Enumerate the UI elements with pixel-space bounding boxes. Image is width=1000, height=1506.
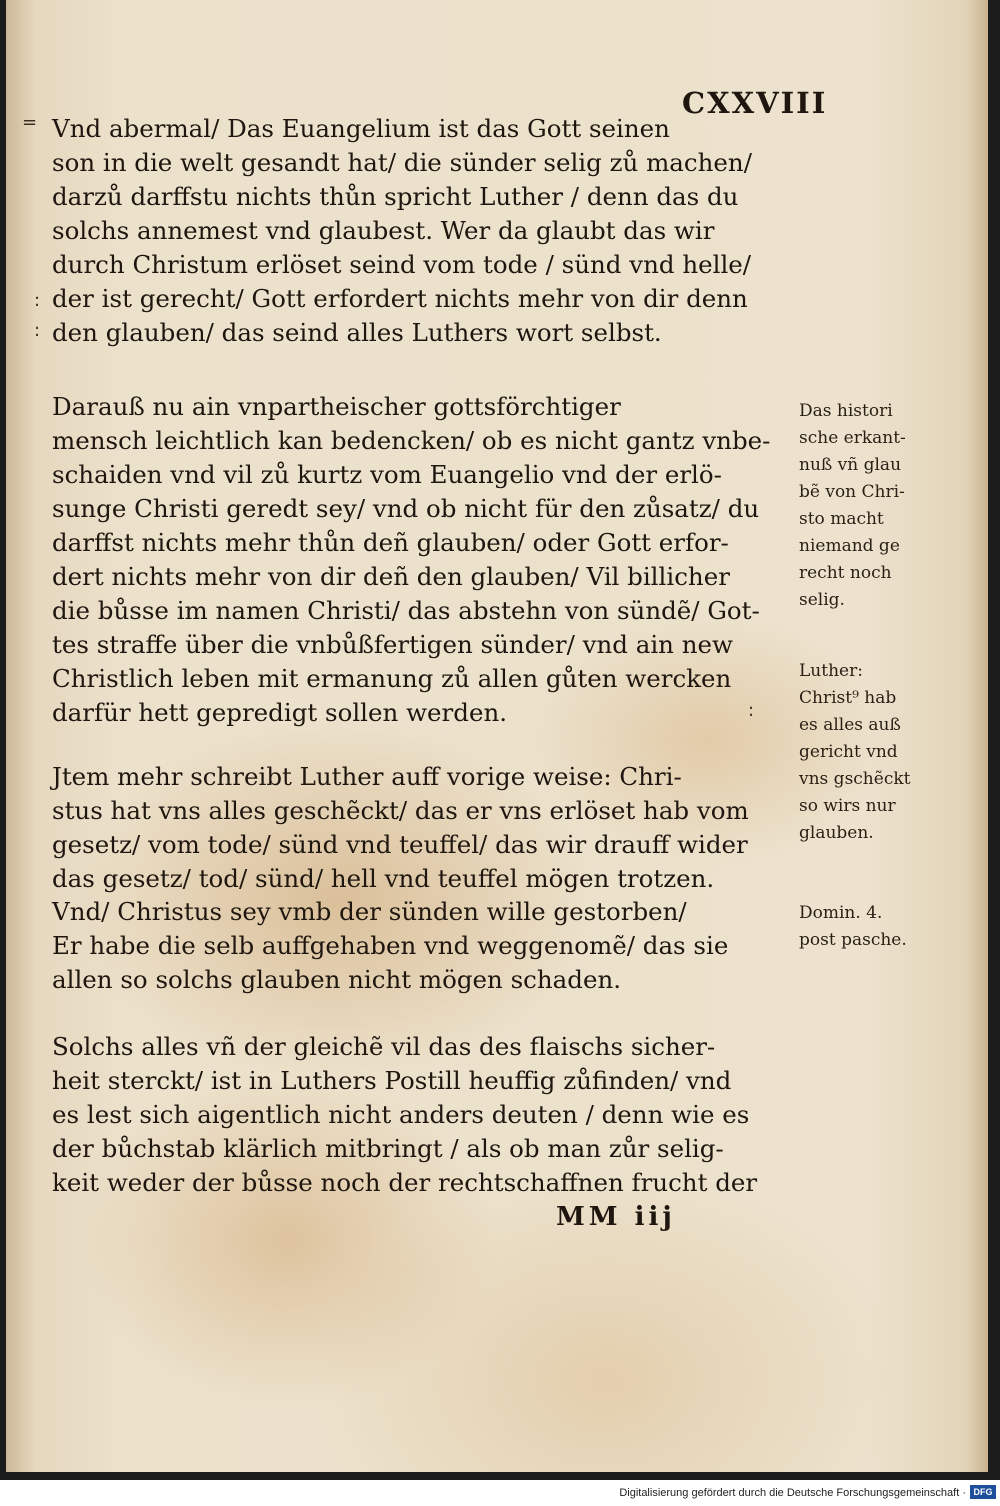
text-line: son in die welt gesandt hat/ die sünder selig zů machen/: [52, 148, 752, 177]
marginal-line: so wirs nur: [799, 796, 896, 816]
text-line: keit weder der bůsse noch der rechtschaffnen frucht der: [52, 1168, 758, 1197]
text-line: Darauß nu ain vnpartheischer gottsförchtiger: [52, 392, 621, 421]
marginal-note-2: [799, 658, 939, 847]
text-line: allen so solchs glauben nicht mögen schaden.: [52, 965, 622, 994]
marginal-line: bẽ von Chri-: [799, 482, 905, 502]
marginal-line: glauben.: [799, 823, 874, 843]
margin-mark: :: [34, 320, 41, 341]
paragraph-3: [52, 760, 804, 896]
text-line: Vnd abermal/ Das Euangelium ist das Gott seinen: [52, 114, 670, 143]
page-number: CXXVIII: [682, 86, 828, 120]
footer-credit: Digitalisierung gefördert durch die Deutsche Forschungsgemeinschaft ·: [619, 1487, 966, 1499]
text-line: der ist gerecht/ Gott erfordert nichts mehr von dir denn: [52, 284, 748, 313]
text-line: der bůchstab klärlich mitbringt / als ob man zůr selig-: [52, 1134, 724, 1163]
text-line: tes straffe über die vnbůßfertigen sünder/ vnd ain new: [52, 630, 733, 659]
marginal-line: Christ⁹ hab: [799, 688, 897, 708]
text-line: schaiden vnd vil zů kurtz vom Euangelio vnd der erlö-: [52, 460, 722, 489]
signature-mark: MM iij: [556, 1202, 676, 1232]
marginal-line: vns gschẽckt: [799, 769, 911, 789]
margin-mark: =: [22, 112, 38, 133]
marginal-line: sche erkant-: [799, 428, 906, 448]
marginal-line: niemand ge: [799, 536, 900, 556]
text-line: Jtem mehr schreibt Luther auff vorige weise: Chri-: [52, 762, 682, 791]
marginal-line: post pasche.: [799, 930, 907, 950]
text-line: dert nichts mehr von dir deñ den glauben/ Vil billicher: [52, 562, 730, 591]
marginal-line: nuß vñ glau: [799, 455, 902, 475]
book-page: [6, 0, 988, 1472]
marginal-line: recht noch: [799, 563, 892, 583]
text-line: die bůsse im namen Christi/ das abstehn von sündẽ/ Got-: [52, 596, 760, 625]
text-line: es lest sich aigentlich nicht anders deuten / denn wie es: [52, 1100, 750, 1129]
marginal-line: Luther:: [799, 661, 863, 681]
paragraph-5: [52, 1030, 804, 1200]
text-line: Er habe die selb auffgehaben vnd weggenomẽ/ das sie: [52, 931, 729, 960]
text-line: den glauben/ das seind alles Luthers wort selbst.: [52, 318, 662, 347]
text-line: das gesetz/ tod/ sünd/ hell vnd teuffel mögen trotzen.: [52, 864, 715, 893]
digitization-footer: [0, 1480, 1000, 1506]
text-line: heit sterckt/ ist in Luthers Postill heuffig zůfinden/ vnd: [52, 1066, 732, 1095]
margin-mark: :: [34, 290, 41, 311]
text-line: mensch leichtlich kan bedencken/ ob es nicht gantz vnbe-: [52, 426, 771, 455]
text-line: darfür hett gepredigt sollen werden.: [52, 698, 508, 727]
margin-mark: :: [748, 700, 755, 721]
marginal-note-3: [799, 900, 939, 954]
paragraph-1: [52, 112, 804, 350]
text-line: darffst nichts mehr thůn deñ glauben/ oder Gott erfor-: [52, 528, 729, 557]
marginal-line: es alles auß: [799, 715, 901, 735]
marginal-line: gericht vnd: [799, 742, 898, 762]
paragraph-2: [52, 390, 804, 730]
text-line: Vnd/ Christus sey vmb der sünden wille gestorben/: [52, 897, 687, 926]
text-line: gesetz/ vom tode/ sünd vnd teuffel/ das wir drauff wider: [52, 830, 748, 859]
marginal-line: selig.: [799, 590, 845, 610]
text-line: solchs annemest vnd glaubest. Wer da glaubt das wir: [52, 216, 715, 245]
text-line: Solchs alles vñ der gleichẽ vil das des flaischs sicher-: [52, 1032, 716, 1061]
text-line: darzů darffstu nichts thůn spricht Luther / denn das du: [52, 182, 739, 211]
marginal-line: Domin. 4.: [799, 903, 883, 923]
marginal-note-1: [799, 398, 939, 614]
marginal-line: Das histori: [799, 401, 893, 421]
dfg-logo: DFG: [970, 1485, 996, 1499]
paragraph-4: [52, 895, 804, 997]
text-line: durch Christum erlöset seind vom tode / sünd vnd helle/: [52, 250, 752, 279]
marginal-line: sto macht: [799, 509, 884, 529]
text-line: Christlich leben mit ermanung zů allen gůten wercken: [52, 664, 732, 693]
text-line: sunge Christi geredt sey/ vnd ob nicht für den zůsatz/ du: [52, 494, 760, 523]
text-line: stus hat vns alles geschẽckt/ das er vns erlöset hab vom: [52, 796, 749, 825]
